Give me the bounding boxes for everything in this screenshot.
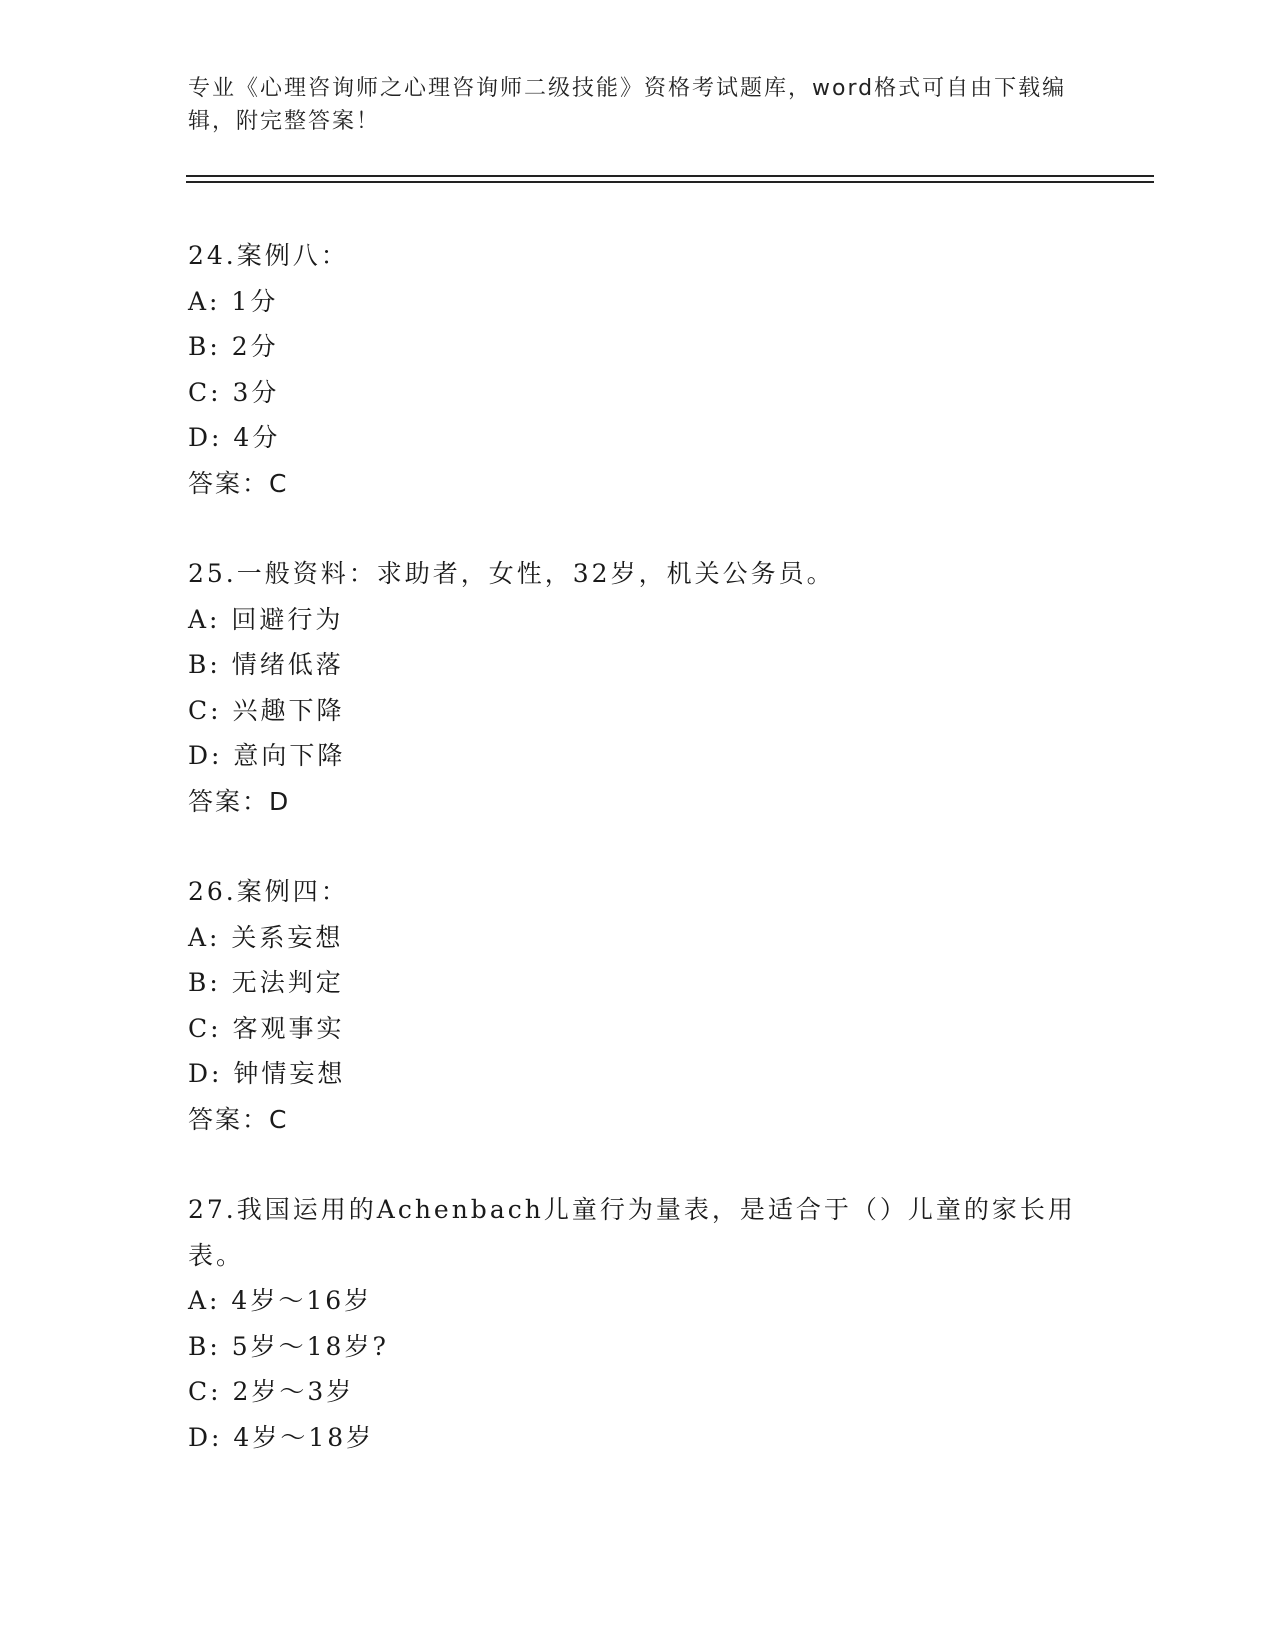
option-a: A: 1分 xyxy=(188,286,279,316)
option-c: C: 2岁～3岁 xyxy=(188,1377,355,1406)
header-divider-bottom xyxy=(186,181,1154,183)
option-c: C: 客观事实 xyxy=(188,1013,345,1043)
option-b: B: 2分 xyxy=(188,332,279,361)
header-divider-top xyxy=(186,175,1154,177)
question-stem: 25.一般资料：求助者，女性，32岁，机关公务员。 xyxy=(188,559,835,588)
option-d: D: 钟情妄想 xyxy=(188,1059,346,1088)
question-stem: 27.我国运用的Achenbach儿童行为量表，是适合于（）儿童的家长用表。 xyxy=(188,1195,1076,1270)
option-d: D: 意向下降 xyxy=(188,741,346,770)
question-27 xyxy=(188,1187,1108,1460)
question-stem: 24.案例八： xyxy=(188,241,349,270)
option-a: A: 关系妄想 xyxy=(188,922,344,952)
question-list xyxy=(188,233,1108,1505)
answer-line: 答案：D xyxy=(188,786,291,816)
option-c: C: 兴趣下降 xyxy=(188,695,345,725)
question-stem: 26.案例四： xyxy=(188,877,349,906)
header-text: 专业《心理咨询师之心理咨询师二级技能》资格考试题库，word格式可自由下载编辑，附完整答案！ xyxy=(188,76,1067,134)
document-header xyxy=(188,72,1088,138)
option-c: C: 3分 xyxy=(188,377,280,407)
option-a: A: 回避行为 xyxy=(188,604,344,634)
option-d: D: 4分 xyxy=(188,423,281,452)
option-b: B: 情绪低落 xyxy=(188,650,344,679)
option-b: B: 无法判定 xyxy=(188,968,344,997)
option-d: D: 4岁～18岁 xyxy=(188,1422,375,1452)
question-25 xyxy=(188,551,1108,824)
answer-line: 答案：C xyxy=(188,1104,289,1134)
option-b: B: 5岁～18岁? xyxy=(188,1331,389,1361)
question-26 xyxy=(188,869,1108,1142)
answer-line: 答案：C xyxy=(188,468,289,498)
option-a: A: 4岁～16岁 xyxy=(188,1286,373,1315)
question-24 xyxy=(188,233,1108,506)
